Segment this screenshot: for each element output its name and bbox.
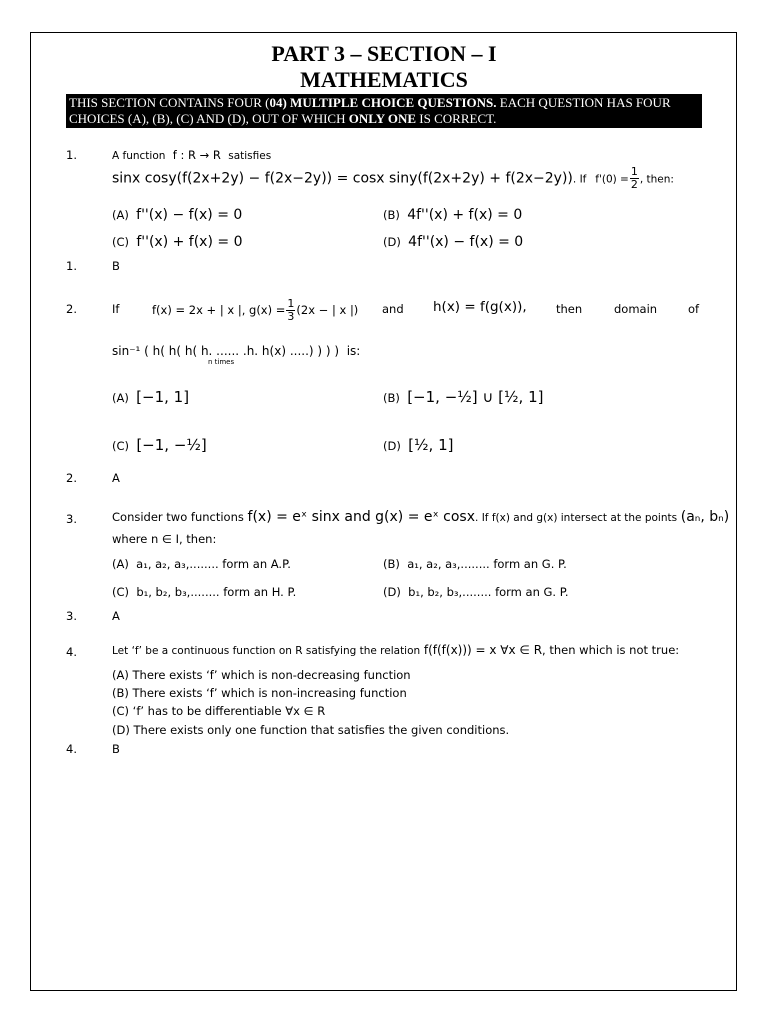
q1-answer: B <box>112 259 120 273</box>
q2-if: If <box>112 302 120 316</box>
q4-option-d[interactable]: (D) There exists only one function that satisfies the given conditions. <box>112 723 510 737</box>
q2-option-b[interactable]: (B) [−1, −½] ∪ [½, 1] <box>383 388 544 406</box>
q1-option-a[interactable]: (A) f''(x) − f(x) = 0 <box>112 207 243 223</box>
q4-option-b[interactable]: (B) There exists ‘f’ which is non-increasing function <box>112 686 407 700</box>
q2-domain: domain <box>614 302 658 316</box>
q2-and: and <box>382 302 404 316</box>
q3-where: where n ∈ I, then: <box>112 532 217 546</box>
q3-intro: Consider two functions f(x) = eˣ sinx and g(x) = eˣ cosx. If f(x) and g(x) intersect at the points (aₙ, bₙ) <box>112 509 730 525</box>
q2-of: of <box>688 302 700 316</box>
q2-h-def: h(x) = f(g(x)), <box>433 299 527 315</box>
q3-answer-number: 3. <box>66 609 77 623</box>
q2-function-defs: f(x) = 2x + | x |, g(x) = $\frac{1}{3}$ (2x − | x |) <box>152 297 359 323</box>
q2-ntimes: n times <box>208 358 235 366</box>
q2-answer: A <box>112 471 120 485</box>
q1-intro: A function f : R → R satisfies <box>112 148 272 162</box>
q3-option-c[interactable]: (C) b₁, b₂, b₃,........ form an H. P. <box>112 585 297 599</box>
q2-option-c[interactable]: (C) [−1, −½] <box>112 436 207 454</box>
q4-answer-number: 4. <box>66 742 77 756</box>
q3-option-d[interactable]: (D) b₁, b₂, b₃,........ form an G. P. <box>383 585 569 599</box>
q4-option-c[interactable]: (C) ‘f’ has to be differentiable ∀x ∈ R <box>112 704 326 718</box>
q4-intro: Let ‘f’ be a continuous function on R satisfying the relation f(f(f(x))) = x ∀x ∈ R, then which is not true: <box>112 643 680 657</box>
q2-option-d[interactable]: (D) [½, 1] <box>383 436 454 454</box>
q1-option-c[interactable]: (C) f''(x) + f(x) = 0 <box>112 234 243 250</box>
q1-equation: sinx cosy(f(2x+2y) − f(2x−2y)) = cosx siny(f(2x+2y) + f(2x−2y)). If f'(0) = $\frac{1}{2}$ , then: <box>112 165 674 191</box>
q3-number: 3. <box>66 512 77 526</box>
section-title: PART 3 – SECTION – I <box>271 41 497 66</box>
q4-answer: B <box>112 742 120 756</box>
q1-option-b[interactable]: (B) 4f''(x) + f(x) = 0 <box>383 207 523 223</box>
q1-answer-number: 1. <box>66 259 77 273</box>
q2-option-a[interactable]: (A) [−1, 1] <box>112 388 190 406</box>
q4-number: 4. <box>66 645 77 659</box>
instructions-banner: THIS SECTION CONTAINS FOUR (04) MULTIPLE CHOICE QUESTIONS. EACH QUESTION HAS FOUR CHOICES (A), (B), (C) AND (D), OUT OF WHICH ONLY ONE IS CORRECT. <box>66 94 702 128</box>
q4-option-a[interactable]: (A) There exists ‘f’ which is non-decreasing function <box>112 668 411 682</box>
q3-answer: A <box>112 609 120 623</box>
q3-option-a[interactable]: (A) a₁, a₂, a₃,........ form an A.P. <box>112 557 291 571</box>
q3-option-b[interactable]: (B) a₁, a₂, a₃,........ form an G. P. <box>383 557 567 571</box>
subject-title: MATHEMATICS <box>300 67 468 92</box>
q1-option-d[interactable]: (D) 4f''(x) − f(x) = 0 <box>383 234 524 250</box>
q1-number: 1. <box>66 148 77 162</box>
q2-then: then <box>556 302 583 316</box>
q2-nested-expression: sin⁻¹ ( h( h( h( h. ...... .h. h(x) .....) ) ) ) is: <box>112 344 361 358</box>
q2-number: 2. <box>66 302 77 316</box>
q2-answer-number: 2. <box>66 471 77 485</box>
